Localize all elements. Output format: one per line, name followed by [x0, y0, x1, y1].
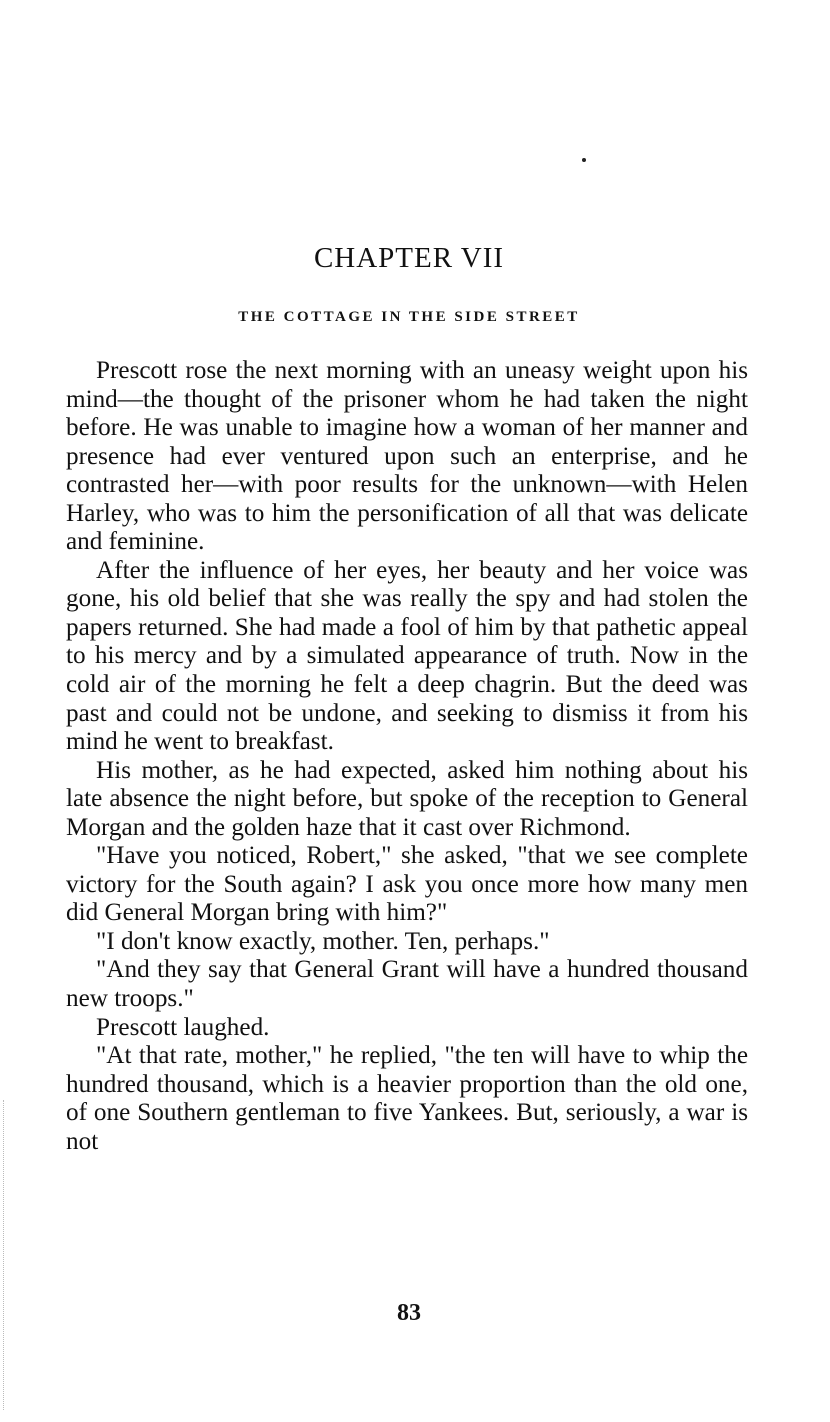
paragraph: Prescott rose the next morning with an uneasy weight upon his mind—the thought of the prisoner whom he had taken the night before. He was unable to imagine how a woman of her manner and presence had ever ventured upon such an enterprise, and he contrasted her—with poor results for the unknown—with Helen Harley, who was to him the personification of all that was delicate and feminine. — [66, 357, 748, 556]
page-number: 83 — [397, 1300, 421, 1326]
paragraph: His mother, as he had expected, asked him nothing about his late absence the night before, but spoke of the reception to General Morgan and the golden haze that it cast over Richmond. — [66, 756, 748, 841]
paragraph: "Have you noticed, Robert," she asked, "that we see complete victory for the South again? I ask you once more how many men did General Morgan bring with him?" — [66, 842, 748, 927]
body-text — [66, 357, 748, 1156]
paragraph: After the influence of her eyes, her beauty and her voice was gone, his old belief that she was really the spy and had stolen the papers returned. She had made a fool of him by that pathetic appeal to his mercy and by a simulated appearance of truth. Now in the cold air of the morning he felt a deep chagrin. But the deed was past and could not be undone, and seeking to dismiss it from his mind he went to breakfast. — [66, 556, 748, 756]
chapter-title: CHAPTER VII — [313, 242, 505, 274]
page-edge-mark — [3, 1100, 6, 1410]
paragraph: "I don't know exactly, mother. Ten, perhaps." — [96, 927, 550, 955]
paragraph: "At that rate, mother," he replied, "the ten will have to whip the hundred thousand, which is a heavier proportion than the old one, of one Southern gentleman to five Yankees. But, seriously, a war is not — [66, 1042, 748, 1155]
paragraph: "And they say that General Grant will have a hundred thousand new troops." — [66, 956, 748, 1013]
chapter-subtitle: THE COTTAGE IN THE SIDE STREET — [238, 309, 580, 325]
paragraph: Prescott laughed. — [96, 1013, 270, 1041]
print-speck — [582, 158, 586, 162]
